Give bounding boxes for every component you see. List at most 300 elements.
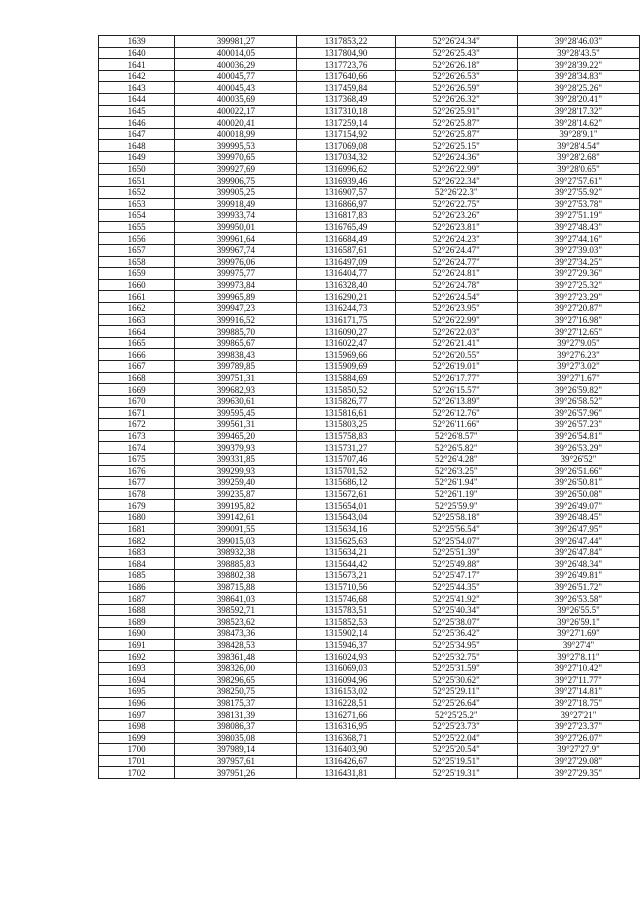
point-number-cell: 1686 [99,581,175,593]
latitude-cell: 52°25'26.64" [395,697,517,709]
longitude-cell: 39°26'47.95" [517,523,639,535]
y-coordinate-cell: 1315644,42 [297,558,395,570]
longitude-cell: 39°27'48.43" [517,221,639,233]
table-row [99,303,640,315]
point-number-cell: 1649 [99,152,175,164]
x-coordinate-cell: 399630,61 [175,395,297,407]
y-coordinate-cell: 1315758,83 [297,430,395,442]
point-number-cell: 1667 [99,361,175,373]
table-row [99,686,640,698]
x-coordinate-cell: 398715,88 [175,581,297,593]
x-coordinate-cell: 399961,64 [175,233,297,245]
point-number-cell: 1665 [99,337,175,349]
table-row [99,59,640,71]
point-number-cell: 1678 [99,488,175,500]
longitude-cell: 39°27'23.37" [517,720,639,732]
point-number-cell: 1651 [99,175,175,187]
table-row [99,546,640,558]
latitude-cell: 52°25'56.54" [395,523,517,535]
table-row [99,152,640,164]
y-coordinate-cell: 1317368,49 [297,94,395,106]
point-number-cell: 1653 [99,198,175,210]
table-row [99,279,640,291]
y-coordinate-cell: 1315634,21 [297,546,395,558]
longitude-cell: 39°28'0.65" [517,163,639,175]
y-coordinate-cell: 1316244,73 [297,303,395,315]
longitude-cell: 39°26'51.72" [517,581,639,593]
y-coordinate-cell: 1316996,62 [297,163,395,175]
longitude-cell: 39°28'20.41" [517,94,639,106]
point-number-cell: 1690 [99,628,175,640]
longitude-cell: 39°27'34.25" [517,256,639,268]
x-coordinate-cell: 399927,69 [175,163,297,175]
x-coordinate-cell: 398428,53 [175,639,297,651]
latitude-cell: 52°25'23.73" [395,720,517,732]
y-coordinate-cell: 1317259,14 [297,117,395,129]
x-coordinate-cell: 399682,93 [175,384,297,396]
longitude-cell: 39°28'39.22" [517,59,639,71]
x-coordinate-cell: 399916,52 [175,314,297,326]
latitude-cell: 52°26'1.19" [395,488,517,500]
table-row [99,361,640,373]
x-coordinate-cell: 399379,93 [175,442,297,454]
y-coordinate-cell: 1317154,92 [297,128,395,140]
point-number-cell: 1663 [99,314,175,326]
x-coordinate-cell: 398932,38 [175,546,297,558]
y-coordinate-cell: 1315946,37 [297,639,395,651]
point-number-cell: 1695 [99,686,175,698]
y-coordinate-cell: 1316171,75 [297,314,395,326]
x-coordinate-cell: 399976,06 [175,256,297,268]
latitude-cell: 52°25'34.95" [395,639,517,651]
point-number-cell: 1669 [99,384,175,396]
table-row [99,755,640,767]
y-coordinate-cell: 1315850,52 [297,384,395,396]
y-coordinate-cell: 1317723,76 [297,59,395,71]
point-number-cell: 1642 [99,70,175,82]
x-coordinate-cell: 399947,23 [175,303,297,315]
latitude-cell: 52°25'19.51" [395,755,517,767]
y-coordinate-cell: 1315710,56 [297,581,395,593]
point-number-cell: 1691 [99,639,175,651]
table-row [99,244,640,256]
y-coordinate-cell: 1316939,46 [297,175,395,187]
latitude-cell: 52°26'22.34" [395,175,517,187]
table-row [99,268,640,280]
table-row [99,407,640,419]
longitude-cell: 39°27'23.29" [517,291,639,303]
x-coordinate-cell: 400036,29 [175,59,297,71]
latitude-cell: 52°25'31.59" [395,662,517,674]
y-coordinate-cell: 1316907,57 [297,186,395,198]
x-coordinate-cell: 399933,74 [175,210,297,222]
table-row [99,442,640,454]
latitude-cell: 52°25'20.54" [395,744,517,756]
x-coordinate-cell: 399331,85 [175,453,297,465]
point-number-cell: 1639 [99,36,175,48]
x-coordinate-cell: 399259,40 [175,477,297,489]
point-number-cell: 1672 [99,419,175,431]
x-coordinate-cell: 398641,03 [175,593,297,605]
y-coordinate-cell: 1316817,83 [297,210,395,222]
latitude-cell: 52°25'59.9" [395,500,517,512]
table-row [99,674,640,686]
y-coordinate-cell: 1316368,71 [297,732,395,744]
table-row [99,662,640,674]
x-coordinate-cell: 399091,55 [175,523,297,535]
longitude-cell: 39°27'53.78" [517,198,639,210]
point-number-cell: 1673 [99,430,175,442]
table-row [99,639,640,651]
point-number-cell: 1650 [99,163,175,175]
x-coordinate-cell: 398361,48 [175,651,297,663]
point-number-cell: 1661 [99,291,175,303]
y-coordinate-cell: 1315686,12 [297,477,395,489]
latitude-cell: 52°26'23.81" [395,221,517,233]
y-coordinate-cell: 1315625,63 [297,535,395,547]
point-number-cell: 1681 [99,523,175,535]
point-number-cell: 1658 [99,256,175,268]
table-row [99,349,640,361]
table-row [99,628,640,640]
latitude-cell: 52°26'24.77" [395,256,517,268]
longitude-cell: 39°28'34.83" [517,70,639,82]
longitude-cell: 39°27'1.69" [517,628,639,640]
x-coordinate-cell: 399595,45 [175,407,297,419]
longitude-cell: 39°27'12.65" [517,326,639,338]
longitude-cell: 39°26'59.1" [517,616,639,628]
latitude-cell: 52°26'24.54" [395,291,517,303]
point-number-cell: 1664 [99,326,175,338]
point-number-cell: 1683 [99,546,175,558]
latitude-cell: 52°26'20.55" [395,349,517,361]
y-coordinate-cell: 1316069,03 [297,662,395,674]
x-coordinate-cell: 399995,53 [175,140,297,152]
x-coordinate-cell: 397989,14 [175,744,297,756]
y-coordinate-cell: 1316024,93 [297,651,395,663]
table-row [99,732,640,744]
point-number-cell: 1682 [99,535,175,547]
latitude-cell: 52°26'24.47" [395,244,517,256]
latitude-cell: 52°26'22.03" [395,326,517,338]
latitude-cell: 52°26'4.28" [395,453,517,465]
table-row [99,453,640,465]
point-number-cell: 1693 [99,662,175,674]
longitude-cell: 39°26'51.66" [517,465,639,477]
x-coordinate-cell: 399751,31 [175,372,297,384]
point-number-cell: 1656 [99,233,175,245]
latitude-cell: 52°25'49.88" [395,558,517,570]
table-row [99,105,640,117]
x-coordinate-cell: 399975,77 [175,268,297,280]
longitude-cell: 39°27'4" [517,639,639,651]
table-row [99,70,640,82]
longitude-cell: 39°26'49.81" [517,570,639,582]
x-coordinate-cell: 398802,38 [175,570,297,582]
y-coordinate-cell: 1317034,32 [297,152,395,164]
latitude-cell: 52°26'22.99" [395,314,517,326]
x-coordinate-cell: 399865,67 [175,337,297,349]
table-row [99,430,640,442]
x-coordinate-cell: 398296,65 [175,674,297,686]
table-row [99,500,640,512]
latitude-cell: 52°26'25.87" [395,117,517,129]
x-coordinate-cell: 399789,85 [175,361,297,373]
x-coordinate-cell: 398250,75 [175,686,297,698]
longitude-cell: 39°28'14.62" [517,117,639,129]
x-coordinate-cell: 398523,62 [175,616,297,628]
point-number-cell: 1660 [99,279,175,291]
latitude-cell: 52°25'41.92" [395,593,517,605]
y-coordinate-cell: 1316765,49 [297,221,395,233]
x-coordinate-cell: 400022,17 [175,105,297,117]
longitude-cell: 39°27'44.16" [517,233,639,245]
latitude-cell: 52°26'24.36" [395,152,517,164]
longitude-cell: 39°27'26.07" [517,732,639,744]
latitude-cell: 52°25'47.17" [395,570,517,582]
x-coordinate-cell: 399950,01 [175,221,297,233]
longitude-cell: 39°27'29.36" [517,268,639,280]
x-coordinate-cell: 400014,05 [175,47,297,59]
point-number-cell: 1670 [99,395,175,407]
table-row [99,210,640,222]
longitude-cell: 39°27'29.08" [517,755,639,767]
point-number-cell: 1657 [99,244,175,256]
latitude-cell: 52°26'26.53" [395,70,517,82]
y-coordinate-cell: 1316328,40 [297,279,395,291]
x-coordinate-cell: 398473,36 [175,628,297,640]
x-coordinate-cell: 398175,37 [175,697,297,709]
y-coordinate-cell: 1315746,68 [297,593,395,605]
longitude-cell: 39°27'8.11" [517,651,639,663]
point-number-cell: 1685 [99,570,175,582]
latitude-cell: 52°25'32.75" [395,651,517,663]
y-coordinate-cell: 1317459,84 [297,82,395,94]
longitude-cell: 39°26'50.81" [517,477,639,489]
longitude-cell: 39°26'49.07" [517,500,639,512]
latitude-cell: 52°26'1.94" [395,477,517,489]
point-number-cell: 1655 [99,221,175,233]
point-number-cell: 1697 [99,709,175,721]
longitude-cell: 39°27'11.77" [517,674,639,686]
point-number-cell: 1700 [99,744,175,756]
table-row [99,384,640,396]
x-coordinate-cell: 399965,89 [175,291,297,303]
x-coordinate-cell: 399906,75 [175,175,297,187]
longitude-cell: 39°26'48.34" [517,558,639,570]
latitude-cell: 52°25'22.04" [395,732,517,744]
latitude-cell: 52°25'36.42" [395,628,517,640]
point-number-cell: 1640 [99,47,175,59]
y-coordinate-cell: 1316153,02 [297,686,395,698]
longitude-cell: 39°27'9.05" [517,337,639,349]
table-row [99,697,640,709]
y-coordinate-cell: 1316431,81 [297,767,395,779]
latitude-cell: 52°26'23.26" [395,210,517,222]
latitude-cell: 52°26'13.89" [395,395,517,407]
table-row [99,744,640,756]
longitude-cell: 39°26'58.52" [517,395,639,407]
y-coordinate-cell: 1317640,66 [297,70,395,82]
longitude-cell: 39°26'55.5" [517,604,639,616]
x-coordinate-cell: 398592,71 [175,604,297,616]
latitude-cell: 52°25'44.35" [395,581,517,593]
y-coordinate-cell: 1316022,47 [297,337,395,349]
longitude-cell: 39°28'17.32" [517,105,639,117]
point-number-cell: 1652 [99,186,175,198]
latitude-cell: 52°25'51.39" [395,546,517,558]
point-number-cell: 1643 [99,82,175,94]
longitude-cell: 39°26'47.84" [517,546,639,558]
table-row [99,372,640,384]
y-coordinate-cell: 1316426,67 [297,755,395,767]
x-coordinate-cell: 399465,20 [175,430,297,442]
x-coordinate-cell: 398885,83 [175,558,297,570]
y-coordinate-cell: 1317853,22 [297,36,395,48]
y-coordinate-cell: 1316866,97 [297,198,395,210]
latitude-cell: 52°26'8.57" [395,430,517,442]
point-number-cell: 1654 [99,210,175,222]
x-coordinate-cell: 397951,26 [175,767,297,779]
x-coordinate-cell: 399142,61 [175,511,297,523]
point-number-cell: 1647 [99,128,175,140]
latitude-cell: 52°26'23.95" [395,303,517,315]
longitude-cell: 39°27'6.23" [517,349,639,361]
x-coordinate-cell: 400020,41 [175,117,297,129]
point-number-cell: 1648 [99,140,175,152]
point-number-cell: 1668 [99,372,175,384]
point-number-cell: 1680 [99,511,175,523]
point-number-cell: 1684 [99,558,175,570]
longitude-cell: 39°26'54.81" [517,430,639,442]
longitude-cell: 39°27'18.75" [517,697,639,709]
y-coordinate-cell: 1316316,95 [297,720,395,732]
y-coordinate-cell: 1315884,69 [297,372,395,384]
x-coordinate-cell: 399561,31 [175,419,297,431]
y-coordinate-cell: 1316290,21 [297,291,395,303]
latitude-cell: 52°26'24.81" [395,268,517,280]
longitude-cell: 39°27'21" [517,709,639,721]
longitude-cell: 39°27'10.42" [517,662,639,674]
x-coordinate-cell: 400035,69 [175,94,297,106]
longitude-cell: 39°26'57.96" [517,407,639,419]
y-coordinate-cell: 1317804,90 [297,47,395,59]
y-coordinate-cell: 1315969,66 [297,349,395,361]
point-number-cell: 1641 [99,59,175,71]
table-row [99,198,640,210]
latitude-cell: 52°26'17.77" [395,372,517,384]
x-coordinate-cell: 399838,43 [175,349,297,361]
point-number-cell: 1692 [99,651,175,663]
longitude-cell: 39°27'14.81" [517,686,639,698]
longitude-cell: 39°27'27.9" [517,744,639,756]
x-coordinate-cell: 399967,74 [175,244,297,256]
latitude-cell: 52°26'26.32" [395,94,517,106]
table-row [99,558,640,570]
coordinates-table-body [99,36,640,779]
point-number-cell: 1662 [99,303,175,315]
x-coordinate-cell: 399918,49 [175,198,297,210]
table-row [99,36,640,48]
latitude-cell: 52°26'12.76" [395,407,517,419]
longitude-cell: 39°27'51.19" [517,210,639,222]
table-row [99,477,640,489]
point-number-cell: 1659 [99,268,175,280]
table-row [99,291,640,303]
table-row [99,140,640,152]
y-coordinate-cell: 1316228,51 [297,697,395,709]
latitude-cell: 52°26'15.57" [395,384,517,396]
table-row [99,651,640,663]
table-row [99,326,640,338]
y-coordinate-cell: 1315852,53 [297,616,395,628]
longitude-cell: 39°28'2.68" [517,152,639,164]
latitude-cell: 52°25'54.07" [395,535,517,547]
point-number-cell: 1646 [99,117,175,129]
table-row [99,175,640,187]
x-coordinate-cell: 399970,65 [175,152,297,164]
longitude-cell: 39°28'9.1" [517,128,639,140]
y-coordinate-cell: 1317310,18 [297,105,395,117]
point-number-cell: 1696 [99,697,175,709]
y-coordinate-cell: 1317069,08 [297,140,395,152]
longitude-cell: 39°27'55.92" [517,186,639,198]
table-row [99,94,640,106]
point-number-cell: 1688 [99,604,175,616]
point-number-cell: 1671 [99,407,175,419]
x-coordinate-cell: 397957,61 [175,755,297,767]
point-number-cell: 1674 [99,442,175,454]
latitude-cell: 52°26'22.75" [395,198,517,210]
latitude-cell: 52°26'19.01" [395,361,517,373]
longitude-cell: 39°27'16.98" [517,314,639,326]
point-number-cell: 1677 [99,477,175,489]
y-coordinate-cell: 1316497,09 [297,256,395,268]
longitude-cell: 39°27'39.03" [517,244,639,256]
longitude-cell: 39°26'53.58" [517,593,639,605]
latitude-cell: 52°26'22.99" [395,163,517,175]
x-coordinate-cell: 400045,77 [175,70,297,82]
point-number-cell: 1701 [99,755,175,767]
latitude-cell: 52°26'3.25" [395,465,517,477]
y-coordinate-cell: 1316271,66 [297,709,395,721]
x-coordinate-cell: 398131,39 [175,709,297,721]
table-row [99,337,640,349]
y-coordinate-cell: 1316090,27 [297,326,395,338]
x-coordinate-cell: 398035,08 [175,732,297,744]
y-coordinate-cell: 1315826,77 [297,395,395,407]
y-coordinate-cell: 1316404,77 [297,268,395,280]
y-coordinate-cell: 1315634,16 [297,523,395,535]
y-coordinate-cell: 1315643,04 [297,511,395,523]
table-row [99,186,640,198]
x-coordinate-cell: 399015,03 [175,535,297,547]
x-coordinate-cell: 399973,84 [175,279,297,291]
y-coordinate-cell: 1315803,25 [297,419,395,431]
x-coordinate-cell: 399981,27 [175,36,297,48]
longitude-cell: 39°27'3.02" [517,361,639,373]
latitude-cell: 52°26'26.18" [395,59,517,71]
y-coordinate-cell: 1315902,14 [297,628,395,640]
longitude-cell: 39°28'4.54" [517,140,639,152]
table-row [99,82,640,94]
table-row [99,720,640,732]
latitude-cell: 52°25'29.11" [395,686,517,698]
x-coordinate-cell: 400045,43 [175,82,297,94]
longitude-cell: 39°26'50.08" [517,488,639,500]
y-coordinate-cell: 1315816,61 [297,407,395,419]
x-coordinate-cell: 399885,70 [175,326,297,338]
